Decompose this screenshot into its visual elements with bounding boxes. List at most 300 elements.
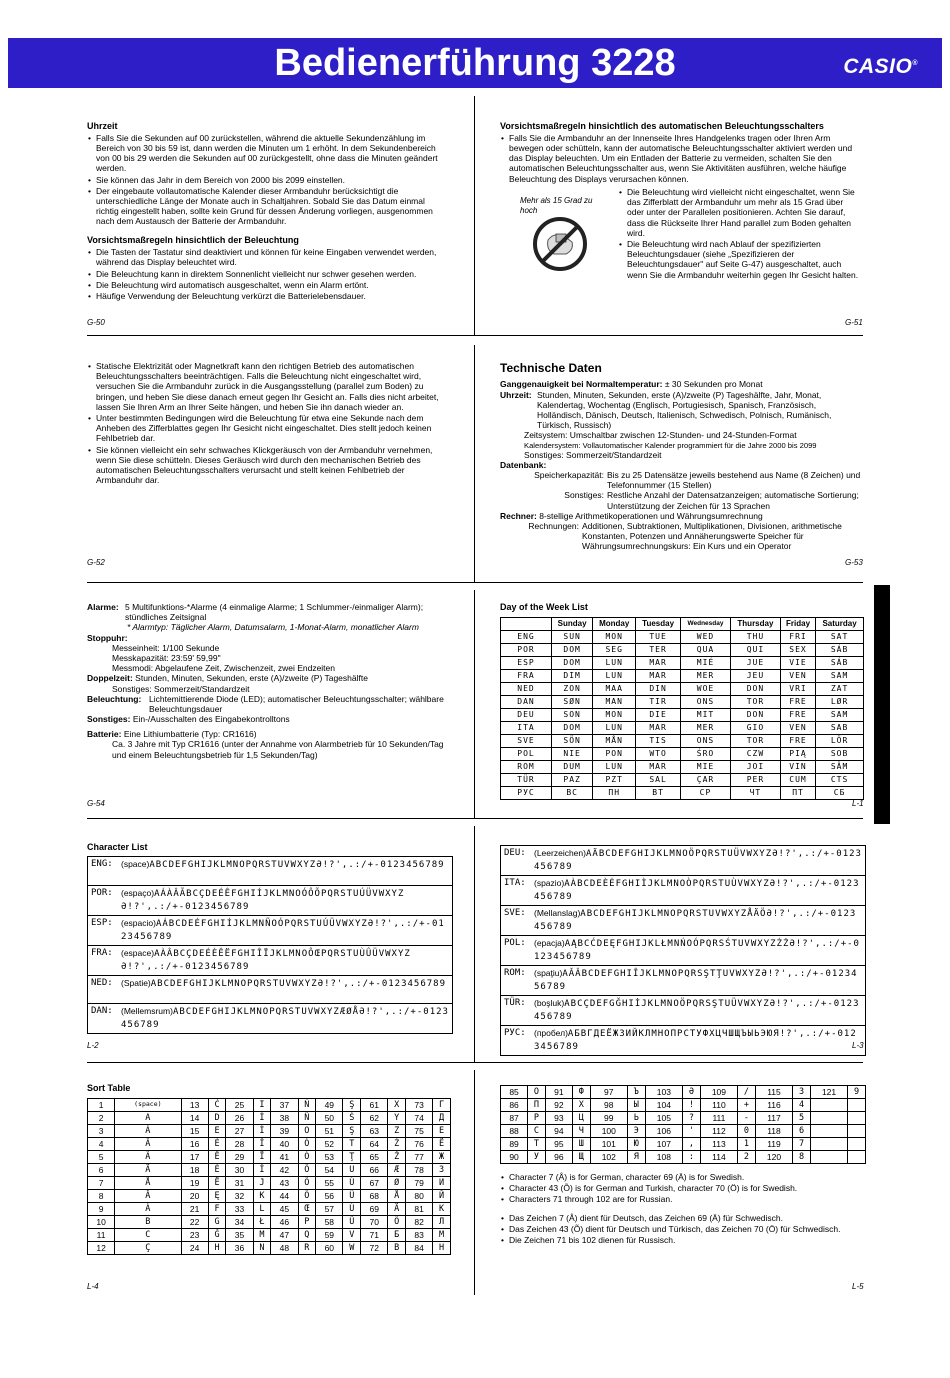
sort-index: 65: [361, 1150, 388, 1163]
sort-index: 118: [755, 1125, 792, 1138]
column-header: Wednesday: [681, 617, 731, 630]
table-cell: SEX: [780, 643, 815, 656]
table-cell: MON: [593, 630, 636, 643]
table-cell: PON: [593, 747, 636, 760]
sort-index: 55: [316, 1176, 343, 1189]
column-header: Saturday: [816, 617, 864, 630]
sort-char: 9: [848, 1086, 866, 1099]
table-cell: MAA: [593, 682, 636, 695]
sort-index: [810, 1099, 847, 1112]
page-number: L-4: [87, 1282, 99, 1291]
page-number: L-1: [852, 799, 864, 808]
sort-char: [848, 1151, 866, 1164]
sort-index: 86: [501, 1099, 528, 1112]
sort-index: 68: [361, 1189, 388, 1202]
sort-index: 103: [645, 1086, 682, 1099]
table-cell: DUM: [552, 760, 593, 773]
char-row: [501, 1025, 865, 1055]
table-row: [88, 1111, 451, 1124]
char-row: [501, 965, 865, 995]
table-row: [88, 1202, 451, 1215]
sort-char: Ú: [343, 1176, 361, 1189]
table-cell: РУС: [501, 786, 552, 799]
language-code: DAN:: [91, 1005, 113, 1016]
sort-index: 30: [226, 1163, 253, 1176]
language-code: ESP:: [91, 917, 113, 928]
heading-character-list: Character List: [87, 842, 148, 852]
sort-index: 1: [88, 1098, 115, 1111]
char-sequence: AÄBCDEFGHIJKLMNOÖPQRSTUÜVWXYZƏ!?',.:/+-0123456789: [534, 849, 862, 872]
list-item: • Die Beleuchtung kann in direktem Sonnenlicht vielleicht nur schwer gesehen werden.: [87, 269, 447, 279]
sort-index: 77: [406, 1150, 433, 1163]
sort-index: 57: [316, 1202, 343, 1215]
table-cell: SAT: [816, 630, 864, 643]
table-cell: SOB: [816, 747, 864, 760]
sort-char: ': [683, 1125, 701, 1138]
sort-char: ,: [683, 1138, 701, 1151]
section-character-list-left: [87, 842, 453, 1030]
sort-char: Ш: [572, 1138, 590, 1151]
section-tab-marker: [874, 585, 890, 824]
table-cell: DIM: [552, 669, 593, 682]
list-item: • Die Beleuchtung wird automatisch ausgeschaltet, wenn ein Alarm ertönt.: [87, 280, 447, 290]
sort-index: 105: [645, 1112, 682, 1125]
space-word: (Spatie): [121, 977, 151, 988]
divider: [474, 1070, 475, 1295]
table-cell: VEN: [780, 669, 815, 682]
sort-index: 56: [316, 1189, 343, 1202]
space-word: (Mellemsrum): [121, 1005, 173, 1016]
table-cell: WED: [681, 630, 731, 643]
column-header: Thursday: [730, 617, 780, 630]
sort-index: 115: [755, 1086, 792, 1099]
table-row: [501, 656, 864, 669]
char-sequence: AĂÂBCDEFGHIÎJKLMNOPQRSŞTŢUVWXYZƏ!?',.:/+-0123456789: [534, 969, 858, 992]
list-item: • Character 7 (Å) is for German, character 69 (Ä) is for Swedish.: [500, 1172, 866, 1182]
table-cell: СБ: [816, 786, 864, 799]
sort-char: Ä: [388, 1202, 406, 1215]
table-row: [501, 643, 864, 656]
sort-index: 117: [755, 1112, 792, 1125]
list-item: • Statische Elektrizität oder Magnetkraft kann den richtigen Betrieb des automatischen Beleuchtungsschalters beeinträchtigen. Falls die Beleuchtung nicht eingeschaltet wird, versuchen Sie die Armbanduhr zurück in die Ausgangsstellung (parallel zum Boden) zu bringen, und heben Sie diese danach erneut gegen Ihr Gesicht an. Falls dies nicht arbeitet, lassen Sie Ihren Arm an Ihrer Seite hängen, und heben Sie ihn danach wieder an.: [87, 361, 447, 412]
column-header: Monday: [593, 617, 636, 630]
section-g52: [87, 361, 447, 551]
sort-char: Г: [433, 1098, 451, 1111]
sort-index: 4: [88, 1137, 115, 1150]
table-row: [88, 1189, 451, 1202]
sort-index: 102: [590, 1151, 627, 1164]
sort-char: Ë: [208, 1176, 226, 1189]
sort-index: 114: [700, 1151, 737, 1164]
sort-char: Ø: [388, 1176, 406, 1189]
sort-index: [810, 1112, 847, 1125]
table-cell: LUN: [593, 760, 636, 773]
table-row: [501, 747, 864, 760]
spec-uhrzeit: Uhrzeit: Stunden, Minuten, Sekunden, erste (A)/zweite (P) Tageshälfte, Jahr, Monat, Kalendertag, Wochentag (Englisch, Portugiesisch, Spanisch, Französisch, Holländisch, Dänisch, Deutsch, Italienisch, Schwedisch, Polnisch, Rumänisch, Türkisch, Russisch): [500, 389, 832, 431]
sort-char: Ă: [115, 1189, 181, 1202]
section-sort-table-cont: [500, 1085, 866, 1275]
language-code: РУС:: [504, 1028, 526, 1038]
table-row: [88, 1124, 451, 1137]
table-cell: ROM: [501, 760, 552, 773]
sort-char: Ю: [627, 1138, 645, 1151]
space-word: (Mellanslag): [534, 908, 581, 918]
sort-char: Á: [115, 1124, 181, 1137]
sort-char: Ś: [343, 1111, 361, 1124]
table-row: [501, 669, 864, 682]
section-g50: [87, 121, 447, 316]
sort-char: [848, 1138, 866, 1151]
char-values: [534, 997, 862, 1024]
list-item: • Sie können vielleicht ein sehr schwaches Klickgeräusch von der Armbanduhr vernehmen, wenn Sie diese schütteln. Dieses Geräusch wird durch den mechanischen Betrieb des automatischen Beleuchtungsschalters verursacht und stellt keinen Fehlbetrieb der Armbanduhr dar.: [87, 445, 447, 486]
sort-index: 119: [755, 1138, 792, 1151]
sort-char: П: [528, 1099, 546, 1112]
list-item: • Die Beleuchtung wird nach Ablauf der spezifizierten Beleuchtungsdauer (siehe „Spezifizieren der Beleuchtungsdauer" auf Seite G-47) ausgeschaltet, auch wenn Sie die Armbanduhr weiterhin gegen Ihr Gesicht halten.: [618, 239, 860, 280]
sort-char: I: [253, 1098, 271, 1111]
table-cell: TOR: [730, 695, 780, 708]
table-cell: ЧТ: [730, 786, 780, 799]
sort-char: Б: [388, 1228, 406, 1241]
table-cell: TUE: [636, 630, 681, 643]
table-cell: MER: [681, 721, 731, 734]
sort-index: 72: [361, 1241, 388, 1254]
list-item: • Unter bestimmten Bedingungen wird die Beleuchtung für etwa eine Sekunde nach dem Anheben des Zifferblattes gegen Ihr Gesicht nicht eingeschaltet. Dies stellt jedoch keinen Fehlbetrieb dar.: [87, 413, 447, 444]
table-cell: VEN: [780, 721, 815, 734]
table-row: [501, 1086, 866, 1099]
sort-index: 49: [316, 1098, 343, 1111]
sort-char: R: [298, 1241, 316, 1254]
sort-char: +: [738, 1099, 756, 1112]
table-cell: MON: [593, 708, 636, 721]
sort-char: Ъ: [627, 1086, 645, 1099]
table-cell: MER: [681, 669, 731, 682]
column-header: Friday: [780, 617, 815, 630]
language-code: POR:: [91, 887, 113, 898]
table-cell: SAL: [636, 773, 681, 786]
sort-char: Ò: [298, 1150, 316, 1163]
sort-char: K: [253, 1189, 271, 1202]
sort-index: 37: [271, 1098, 298, 1111]
sort-char: Ğ: [208, 1228, 226, 1241]
casio-logo: CASIO®: [843, 55, 918, 78]
char-row: [88, 857, 452, 885]
sort-char: Щ: [572, 1151, 590, 1164]
char-row: [501, 995, 865, 1025]
sort-index: 21: [181, 1202, 208, 1215]
sort-index: 121: [810, 1086, 847, 1099]
sort-index: 78: [406, 1163, 433, 1176]
table-cell: NIE: [552, 747, 593, 760]
sort-index: 81: [406, 1202, 433, 1215]
divider: [87, 1062, 863, 1063]
divider: [87, 818, 863, 819]
table-cell: SÂM: [816, 760, 864, 773]
table-cell: SÖN: [552, 734, 593, 747]
char-row: [88, 885, 452, 915]
divider: [87, 582, 863, 583]
table-cell: ZAT: [816, 682, 864, 695]
page-number: L-2: [87, 1041, 99, 1050]
table-cell: GIO: [730, 721, 780, 734]
sort-char: Ń: [298, 1098, 316, 1111]
sort-char: C: [115, 1228, 181, 1241]
table-cell: CTS: [816, 773, 864, 786]
language-code: ENG:: [91, 858, 113, 869]
table-cell: ŚRO: [681, 747, 731, 760]
sort-char: X: [388, 1098, 406, 1111]
table-cell: SEG: [593, 643, 636, 656]
sort-index: 13: [181, 1098, 208, 1111]
sort-index: 61: [361, 1098, 388, 1111]
language-code: FRA:: [91, 947, 113, 958]
sort-char: Ч: [572, 1125, 590, 1138]
sort-index: 23: [181, 1228, 208, 1241]
char-values: [534, 847, 862, 874]
sort-index: 16: [181, 1137, 208, 1150]
table-cell: DOM: [552, 656, 593, 669]
char-values: [534, 1027, 862, 1054]
no-tilt-icon: [530, 214, 590, 274]
table-cell: DON: [730, 682, 780, 695]
column-header: [501, 617, 552, 630]
char-values: [121, 858, 449, 884]
sort-index: 3: [88, 1124, 115, 1137]
sort-char: É: [208, 1137, 226, 1150]
sort-char: H: [208, 1241, 226, 1254]
sort-char: Н: [433, 1241, 451, 1254]
table-row: [501, 682, 864, 695]
sort-index: 12: [88, 1241, 115, 1254]
section-sort-table: [87, 1083, 453, 1273]
sort-char: Ż: [388, 1150, 406, 1163]
table-cell: ENG: [501, 630, 552, 643]
sort-index: 104: [645, 1099, 682, 1112]
list-item: • Die Tasten der Tastatur sind deaktiviert und können für keine Eingaben verwendet werden, während das Display beleuchtet wird.: [87, 247, 447, 267]
sort-index: 40: [271, 1137, 298, 1150]
page-number: G-53: [845, 558, 863, 567]
space-word: (space): [121, 858, 150, 869]
sort-index: 67: [361, 1176, 388, 1189]
sort-table-right: [500, 1085, 866, 1164]
sort-index: 44: [271, 1189, 298, 1202]
sort-index: 47: [271, 1228, 298, 1241]
table-cell: TIS: [636, 734, 681, 747]
table-cell: LUN: [593, 721, 636, 734]
sort-char: 3: [793, 1086, 811, 1099]
sort-char: 2: [738, 1151, 756, 1164]
table-cell: PIĄ: [780, 747, 815, 760]
sort-char: Ь: [627, 1112, 645, 1125]
table-cell: CUM: [780, 773, 815, 786]
table-row: [501, 1125, 866, 1138]
table-cell: VRI: [780, 682, 815, 695]
sort-char: Â: [115, 1137, 181, 1150]
language-code: SVE:: [504, 908, 526, 918]
sort-index: 14: [181, 1111, 208, 1124]
sort-index: 59: [316, 1228, 343, 1241]
sort-index: 108: [645, 1151, 682, 1164]
table-cell: SØN: [552, 695, 593, 708]
sort-char: Ì: [253, 1124, 271, 1137]
sort-char: Y: [388, 1111, 406, 1124]
char-values: [121, 947, 449, 974]
char-row: [88, 915, 452, 945]
sort-index: 18: [181, 1163, 208, 1176]
sort-char: Q: [298, 1228, 316, 1241]
table-cell: FRI: [780, 630, 815, 643]
sort-index: 79: [406, 1176, 433, 1189]
char-values: [121, 887, 449, 914]
char-values: [534, 967, 862, 994]
sort-char: Ö: [388, 1215, 406, 1228]
sort-char: 6: [793, 1125, 811, 1138]
table-row: [501, 773, 864, 786]
table-cell: TÜR: [501, 773, 552, 786]
heading-sort-table: Sort Table: [87, 1083, 131, 1093]
sort-index: 66: [361, 1163, 388, 1176]
heading-auto-light: Vorsichtsmaßregeln hinsichtlich des automatischen Beleuchtungsschalters: [500, 121, 824, 131]
sort-char: (space): [115, 1098, 181, 1111]
space-word: (boşluk): [534, 998, 565, 1008]
table-cell: SÁB: [816, 656, 864, 669]
table-cell: MIT: [681, 708, 731, 721]
table-cell: FRE: [780, 708, 815, 721]
spec-datenbank: Speicherkapazität: Bis zu 25 Datensätze jeweils bestehend aus Name (8 Zeichen) und Telefonnummer (15 Stellen) Sonstiges: Restliche Anzahl der Datensatzanzeigen; automatische Sortierung; Unterstützung der Zeichen für 13 Sprachen: [534, 470, 861, 511]
space-word: (spaţiu): [534, 968, 563, 978]
list-item: • Häufige Verwendung der Beleuchtung verkürzt die Batterielebensdauer.: [87, 291, 447, 301]
table-cell: TER: [636, 643, 681, 656]
sort-index: 19: [181, 1176, 208, 1189]
sort-index: 20: [181, 1189, 208, 1202]
sort-index: 36: [226, 1241, 253, 1254]
table-cell: JOI: [730, 760, 780, 773]
sort-char: T: [343, 1137, 361, 1150]
table-cell: DAN: [501, 695, 552, 708]
character-list-left: [87, 856, 453, 1034]
sort-char: Ё: [433, 1137, 451, 1150]
char-sequence: AÀÂBCÇDEÉÈÊËFGHIÎÏJKLMNOÔŒPQRSTUÙÛÜVWXYZƏ!?',.:/+-0123456789: [121, 948, 411, 972]
sort-char: Ф: [572, 1086, 590, 1099]
sort-char: Ы: [627, 1099, 645, 1112]
sort-index: 109: [700, 1086, 737, 1099]
sort-index: 32: [226, 1189, 253, 1202]
sort-index: 93: [545, 1112, 572, 1125]
table-row: [501, 760, 864, 773]
list-item: • Falls Sie die Armbanduhr an der Innenseite Ihres Handgelenks tragen oder Ihren Arm bewegen oder schütteln, kann der automatische Beleuchtungsschalter aktiviert werden und das Display beleuchten. Um ein Entladen der Batterie zu vermeiden, schalten Sie den automatischen Beleuchtungsschalter aus, wenn Sie Aktivitäten ausführen, welche häufige Beleuchtung des Displays verursachen können.: [500, 133, 862, 184]
sort-index: 88: [501, 1125, 528, 1138]
table-row: [501, 708, 864, 721]
sort-index: 111: [700, 1112, 737, 1125]
table-cell: DOM: [552, 721, 593, 734]
sort-char: 7: [793, 1138, 811, 1151]
sort-index: 43: [271, 1176, 298, 1189]
list-item: • Character 43 (Õ) is for German and Turkish, character 70 (Ö) is for Swedish.: [500, 1183, 866, 1193]
column-header: Tuesday: [636, 617, 681, 630]
table-cell: MAN: [593, 695, 636, 708]
table-row: [501, 1151, 866, 1164]
table-row: [501, 721, 864, 734]
sort-char: Ź: [388, 1137, 406, 1150]
sort-index: 113: [700, 1138, 737, 1151]
list-static: [87, 361, 447, 485]
sort-char: 0: [738, 1125, 756, 1138]
table-cell: VIE: [780, 656, 815, 669]
table-cell: PAZ: [552, 773, 593, 786]
sort-index: 116: [755, 1099, 792, 1112]
char-values: [534, 907, 862, 934]
table-cell: MIE: [681, 760, 731, 773]
sort-index: 10: [88, 1215, 115, 1228]
sort-char: V: [343, 1228, 361, 1241]
sort-char: Ó: [298, 1137, 316, 1150]
space-word: (epacja): [534, 938, 565, 948]
space-word: (Leerzeichen): [534, 848, 586, 858]
sort-char: Å: [388, 1189, 406, 1202]
sort-index: 112: [700, 1125, 737, 1138]
space-word: (espaço): [121, 887, 155, 898]
table-cell: DOM: [552, 643, 593, 656]
char-values: [534, 937, 862, 964]
sort-index: 89: [501, 1138, 528, 1151]
list-item: • Sie können das Jahr in dem Bereich von 2000 bis 2099 einstellen.: [87, 175, 447, 185]
divider: [474, 826, 475, 1062]
table-row: [501, 1138, 866, 1151]
list-item: • Der eingebaute vollautomatische Kalender dieser Armbanduhr berücksichtigt die unterschiedliche Länge der Monate auch in Schaltjahren. Sobald Sie das Datum einmal richtig eingestellt haben, sollte kein Grund für dessen Änderung vorliegen, ausgenommen nach dem Austausch der Batterie der Armbanduhr.: [87, 186, 447, 227]
space-word: (espacio): [121, 917, 156, 928]
table-cell: WOE: [681, 682, 731, 695]
sort-index: 46: [271, 1215, 298, 1228]
sort-char: Ù: [343, 1202, 361, 1215]
char-row: [88, 975, 452, 1003]
table-cell: FRE: [780, 734, 815, 747]
table-cell: POL: [501, 747, 552, 760]
list-tilt: [618, 187, 860, 281]
table-cell: TOR: [730, 734, 780, 747]
table-cell: NED: [501, 682, 552, 695]
sort-index: 6: [88, 1163, 115, 1176]
sort-char: Й: [433, 1189, 451, 1202]
table-row: [88, 1137, 451, 1150]
table-cell: WTO: [636, 747, 681, 760]
sort-index: [810, 1151, 847, 1164]
table-row: [501, 630, 864, 643]
sort-char: Ô: [298, 1163, 316, 1176]
sort-char: -: [738, 1112, 756, 1125]
char-sequence: ABCÇDEFGĞHIİJKLMNOÖPQRSŞTUÜVWXYZƏ!?',.:/+-0123456789: [534, 999, 860, 1022]
sort-char: İ: [253, 1163, 271, 1176]
space-word: (espace): [121, 947, 155, 958]
table-cell: SUN: [552, 630, 593, 643]
heading-uhrzeit: Uhrzeit: [87, 121, 118, 131]
sort-index: 50: [316, 1111, 343, 1124]
sort-index: 26: [226, 1111, 253, 1124]
table-cell: ONS: [681, 695, 731, 708]
sort-char: B: [115, 1215, 181, 1228]
sort-char: Л: [433, 1215, 451, 1228]
sort-char: Ć: [208, 1098, 226, 1111]
sort-char: У: [528, 1151, 546, 1164]
sort-char: Р: [528, 1112, 546, 1125]
table-cell: ВТ: [636, 786, 681, 799]
table-cell: ВС: [552, 786, 593, 799]
page-number: L-5: [852, 1282, 864, 1291]
sort-char: В: [388, 1241, 406, 1254]
char-sequence: АБВГДЕЁЖЗИЙКЛМНОПРСТУФХЦЧШЩЪЫЬЭЮЯ!?',.:/+-0123456789: [534, 1029, 857, 1052]
sort-char: [848, 1125, 866, 1138]
table-row: [501, 734, 864, 747]
list-item: • Das Zeichen 43 (Õ) dient für Deutsch und Türkisch, das Zeichen 70 (Ö) für Schwedisch.: [500, 1224, 866, 1234]
page-number: G-50: [87, 318, 105, 327]
